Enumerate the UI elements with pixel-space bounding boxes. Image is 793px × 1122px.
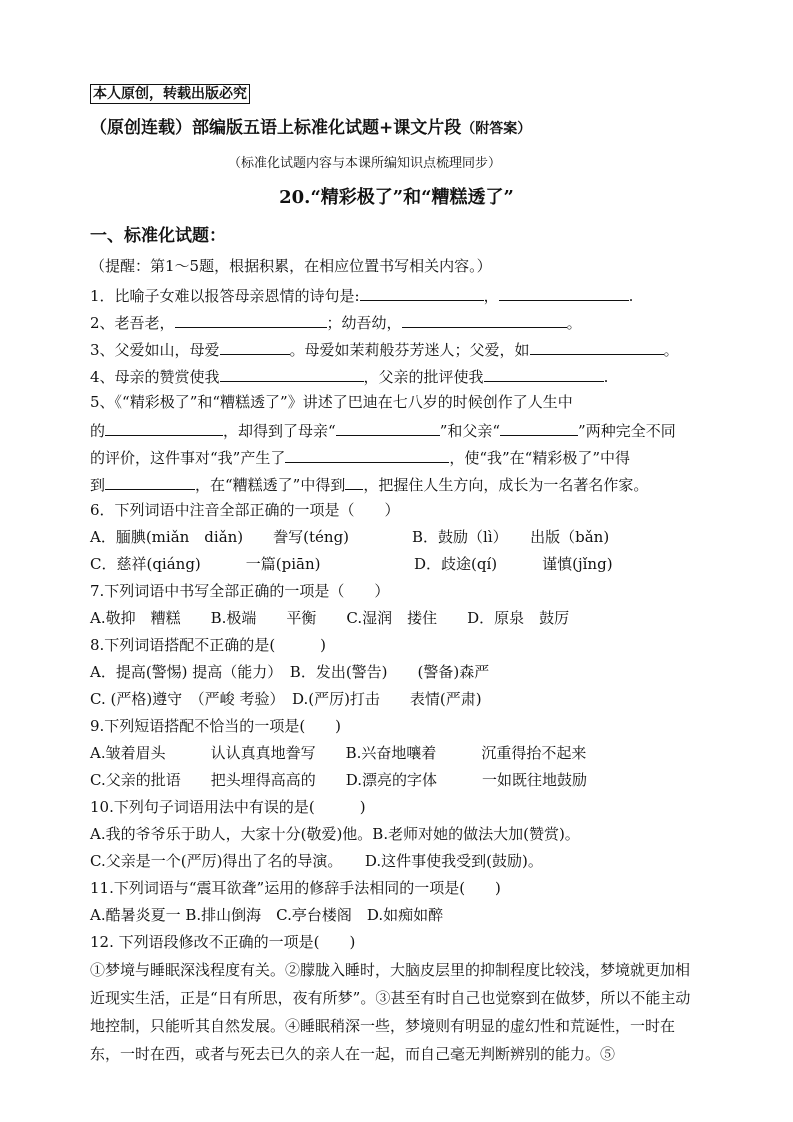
q8-options-ab[interactable]: A．提高(警惕) 提高（能力） B．发出(警告) (警备)森严: [90, 663, 490, 681]
q3-text: 3、父爱如山，母爱: [90, 341, 220, 359]
q4-blank-1[interactable]: [220, 365, 364, 382]
q9-options-cd[interactable]: C.父亲的批语 把头埋得高高的 D.漂亮的字体 一如既往地鼓励: [90, 771, 587, 789]
q6-option-b[interactable]: B．鼓励（lì） 出版（bǎn): [412, 528, 610, 546]
q3-blank-2[interactable]: [530, 338, 664, 355]
question-9-stem: 9.下列短语搭配不恰当的一项是( ): [90, 717, 342, 735]
q5-text-i: ，把握住人生方向，成长为一名著名作家。: [363, 476, 649, 494]
question-3: [90, 338, 679, 360]
q5-blank-3[interactable]: [500, 419, 578, 436]
q1-text: 1．比喻子女难以报答母亲恩情的诗句是:: [90, 287, 360, 305]
q4-end: .: [603, 368, 609, 386]
q2-mid: ；幼吾幼，: [326, 314, 402, 332]
question-11-stem: 11.下列词语与“震耳欲聋”运用的修辞手法相同的一项是( ): [90, 879, 501, 897]
q12-passage: ①梦境与睡眠深浅程度有关。②朦胧入睡时，大脑皮层里的抑制程度比较浅，梦境就更加相近现实生活，正是“日有所思，夜有所梦”。③甚至有时自己也觉察到在做梦，所以不能主动地控制，只能听其自然发展。④睡眠稍深一些，梦境则有明显的虚幻性和荒诞性，一时在东，一时在西，或者与死去已久的亲人在一起，而自己毫无判断辨别的能力。⑤: [90, 961, 691, 1063]
q5-blank-5[interactable]: [105, 473, 195, 490]
q5-blank-6[interactable]: [345, 473, 363, 490]
q5-text-f: ，使“我”在“精彩极了”中得: [449, 449, 631, 467]
q2-blank-2[interactable]: [402, 311, 567, 328]
q4-blank-2[interactable]: [484, 365, 604, 382]
q5-text-b: ，却得到了母亲“: [223, 422, 336, 440]
question-1: [90, 284, 633, 306]
q5-text-g: 到: [90, 476, 106, 494]
document-title-main: （原创连载）部编版五语上标准化试题+课文片段: [90, 118, 462, 138]
section-heading: 一、标准化试题：: [90, 226, 226, 246]
q8-options-cd[interactable]: C. (严格)遵守 （严峻 考验） D.(严厉)打击 表情(严肃): [90, 690, 482, 708]
q10-options-cd[interactable]: C.父亲是一个(严厉)得出了名的导演。 D.这件事使我受到(鼓励)。: [90, 852, 543, 870]
question-5-line-3: [90, 446, 630, 468]
q11-options[interactable]: A.酷暑炎夏一 B.排山倒海 C.亭台楼阁 D.如痴如醉: [90, 906, 444, 924]
question-5-line-2: [90, 419, 676, 441]
section-reminder: （提醒：第1～5题，根据积累，在相应位置书写相关内容。）: [90, 257, 492, 275]
question-4: [90, 365, 608, 387]
q5-text-d: ”两种完全不同: [578, 422, 676, 440]
q6-option-c[interactable]: C．慈祥(qiáng) 一篇(piān): [90, 555, 321, 573]
question-2: [90, 311, 582, 333]
q6-option-a[interactable]: A．腼腆(miǎn diǎn) 誊写(téng): [90, 528, 350, 546]
q2-text: 2、老吾老，: [90, 314, 175, 332]
q5-text-c: ”和父亲“: [439, 422, 501, 440]
question-5-line-4: [90, 473, 648, 495]
q4-mid: ，父亲的批评使我: [363, 368, 484, 386]
q2-blank-1[interactable]: [175, 311, 327, 328]
q2-end: 。: [566, 314, 582, 332]
q5-blank-2[interactable]: [336, 419, 440, 436]
q9-options-ab[interactable]: A.皱着眉头 认认真真地誊写 B.兴奋地嚷着 沉重得抬不起来: [90, 744, 587, 762]
q5-text-h: ，在“糟糕透了”中得到: [195, 476, 346, 494]
question-8-stem: 8.下列词语搭配不正确的是( ): [90, 636, 327, 654]
q3-blank-1[interactable]: [220, 338, 290, 355]
question-12-stem: 12. 下列语段修改不正确的一项是( ): [90, 933, 356, 951]
q7-options[interactable]: A.敬抑 糟糕 B.极端 平衡 C.湿润 搂住 D．原泉 鼓厉: [90, 609, 570, 627]
q4-text: 4、母亲的赞赏使我: [90, 368, 220, 386]
question-10-stem: 10.下列句子词语用法中有误的是( ): [90, 798, 366, 816]
q5-text-a: 的: [90, 422, 106, 440]
q1-blank-1[interactable]: [360, 284, 484, 301]
q5-blank-1[interactable]: [105, 419, 223, 436]
question-5-line-1: 5、《“精彩极了”和“糟糕透了”》讲述了巴迪在七八岁的时候创作了人生中: [90, 393, 573, 411]
document-title-answer-note: （附答案）: [461, 121, 532, 137]
document-title: [90, 118, 531, 139]
q3-mid: 。母爱如茉莉般芬芳迷人；父爱，如: [289, 341, 530, 359]
q6-option-d[interactable]: D．歧途(qí) 谨慎(jǐng): [414, 555, 613, 573]
q10-options-ab[interactable]: A.我的爷爷乐于助人，大家十分(敬爱)他。B.老师对她的做法大加(赞赏)。: [90, 825, 580, 843]
q3-end: 。: [663, 341, 679, 359]
question-7-stem: 7.下列词语中书写全部正确的一项是（ ）: [90, 582, 390, 600]
q1-sep: ，: [483, 287, 499, 305]
q1-end: .: [628, 287, 634, 305]
document-subtitle: （标准化试题内容与本课所编知识点梳理同步）: [228, 156, 502, 171]
q1-blank-2[interactable]: [499, 284, 629, 301]
question-6-stem: 6．下列词语中注音全部正确的一项是（ ）: [90, 501, 400, 519]
q5-text-e: 的评价，这件事对“我”产生了: [90, 449, 286, 467]
lesson-title: 20.“精彩极了”和“糟糕透了”: [279, 187, 514, 208]
copyright-notice: 本人原创，转载出版必究: [90, 84, 250, 104]
q5-blank-4[interactable]: [285, 446, 449, 463]
